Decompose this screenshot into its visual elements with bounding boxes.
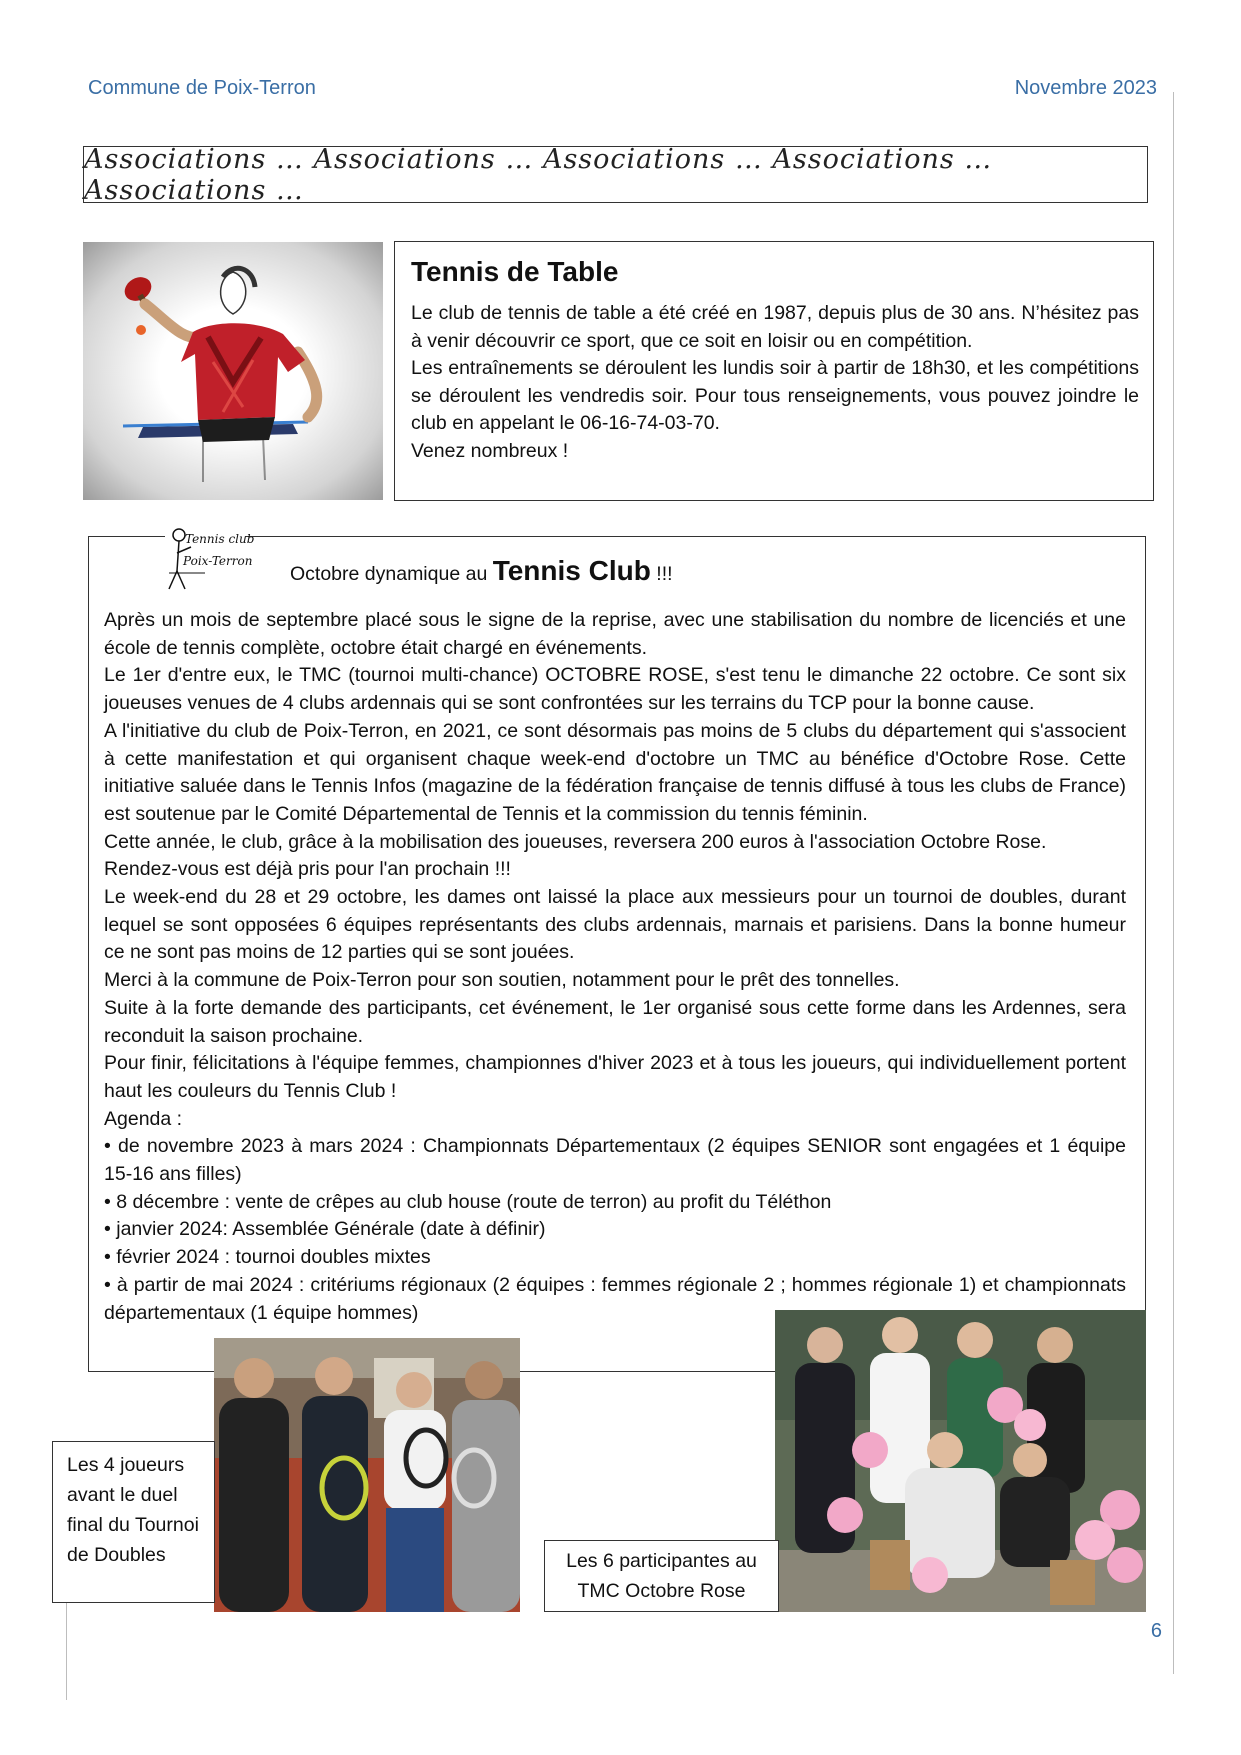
article-title: Tennis de Table — [411, 256, 619, 287]
page-number: 6 — [1150, 1620, 1162, 1642]
article-paragraph: Suite à la forte demande des participants, cet événement, le 1er organisé sous cette forme dans les Ardennes, sera reconduit la saison prochaine. — [104, 996, 1126, 1047]
heading-suffix: !!! — [650, 563, 673, 585]
article-paragraph: Venez nombreux ! — [411, 439, 569, 462]
article-paragraph: Pour finir, félicitations à l'équipe femmes, championnes d'hiver 2023 et à tous les joueurs, qui individuellement portent haut les couleurs du Tennis Club ! — [104, 1052, 1126, 1102]
tennis-club-body — [104, 607, 1126, 1327]
article-paragraph: Le 1er d'entre eux, le TMC (tournoi multi-chance) OCTOBRE ROSE, s'est tenu le dimanche 22 octobre. Ce sont six joueuses venues de 4 clubs ardennais qui se sont confrontées sur les terrains du TCP pour la bonne cause. — [104, 664, 1126, 715]
table-tennis-illustration — [83, 242, 383, 500]
header-commune: Commune de Poix-Terron — [88, 77, 316, 99]
agenda-item: • février 2024 : tournoi doubles mixtes — [104, 1246, 431, 1269]
article-paragraph: Merci à la commune de Poix-Terron pour son soutien, notamment pour le prêt des tonnelles. — [104, 969, 900, 992]
page-margin-line — [1173, 92, 1174, 1674]
article-body — [411, 300, 1139, 465]
agenda-item: • 8 décembre : vente de crêpes au club house (route de terron) au profit du Téléthon — [104, 1190, 832, 1213]
agenda-item: • janvier 2024: Assemblée Générale (date à définir) — [104, 1218, 546, 1241]
associations-banner: Associations … Associations … Associations … Associations … Associations … — [83, 146, 1148, 203]
table-tennis-article — [394, 241, 1154, 501]
header-date: Novembre 2023 — [1014, 77, 1157, 99]
article-paragraph: Cette année, le club, grâce à la mobilisation des joueuses, reversera 200 euros à l'association Octobre Rose. — [104, 830, 1047, 853]
agenda-title: Agenda : — [104, 1107, 183, 1130]
agenda-item: • de novembre 2023 à mars 2024 : Championnats Départementaux (2 équipes SENIOR sont engagées et 1 équipe 15-16 ans filles) — [104, 1135, 1126, 1186]
logo-line-2: Poix-Terron — [183, 554, 253, 568]
article-paragraph: Rendez-vous est déjà pris pour l'an prochain !!! — [104, 858, 511, 881]
tennis-club-article — [88, 532, 1146, 1372]
agenda-item: • à partir de mai 2024 : critériums régionaux (2 équipes : femmes régionale 2 ; hommes régionale 1) et championnats départementaux (1 équipe hommes) — [104, 1273, 1126, 1324]
tennis-club-heading — [290, 555, 673, 587]
tennis-club-logo — [165, 523, 255, 603]
players-caption: Les 4 joueurs avant le duel final du Tournoi de Doubles — [52, 1441, 215, 1603]
article-paragraph: Le week-end du 28 et 29 octobre, les dames ont laissé la place aux messieurs pour un tournoi de doubles, durant lequel se sont opposées 6 équipes représentants des clubs ardennais, marnais et parisiens. Dans la bonne humeur ce ne sont pas moins de 12 parties qui se sont jouées. — [104, 886, 1126, 964]
article-paragraph: Après un mois de septembre placé sous le signe de la reprise, avec une stabilisation du nombre de licenciés et une école de tennis complète, octobre était chargé en événements. — [104, 609, 1126, 659]
article-paragraph: Le club de tennis de table a été créé en 1987, depuis plus de 30 ans. N’hésitez pas à venir découvrir ce sport, que ce soit en loisir ou en compétition. — [411, 302, 1139, 352]
article-paragraph: A l'initiative du club de Poix-Terron, en 2021, ce sont désormais pas moins de 5 clubs du département qui s'associent à cette manifestation et qui organisent chaque week-end d'octobre un TMC au bénéfice d'Octobre Rose. Cette initiative saluée dans le Tennis Infos (magazine de la fédération française de tennis diffusé à tous les clubs de France) est soutenue par le Comité Départemental de Tennis et la commission du tennis féminin. — [104, 719, 1126, 825]
heading-main: Tennis Club — [492, 555, 651, 586]
logo-line-1: Tennis club — [185, 532, 255, 546]
players-photo — [214, 1338, 520, 1612]
participants-photo — [775, 1310, 1146, 1612]
article-paragraph: Les entraînements se déroulent les lundis soir à partir de 18h30, et les compétitions se déroulent les vendredis soir. Pour tous renseignements, vous pouvez joindre le club en appelant le 06-16-74-03-70. — [411, 357, 1139, 434]
participants-caption: Les 6 participantes au TMC Octobre Rose — [544, 1540, 779, 1612]
heading-prefix: Octobre dynamique au — [290, 563, 493, 585]
